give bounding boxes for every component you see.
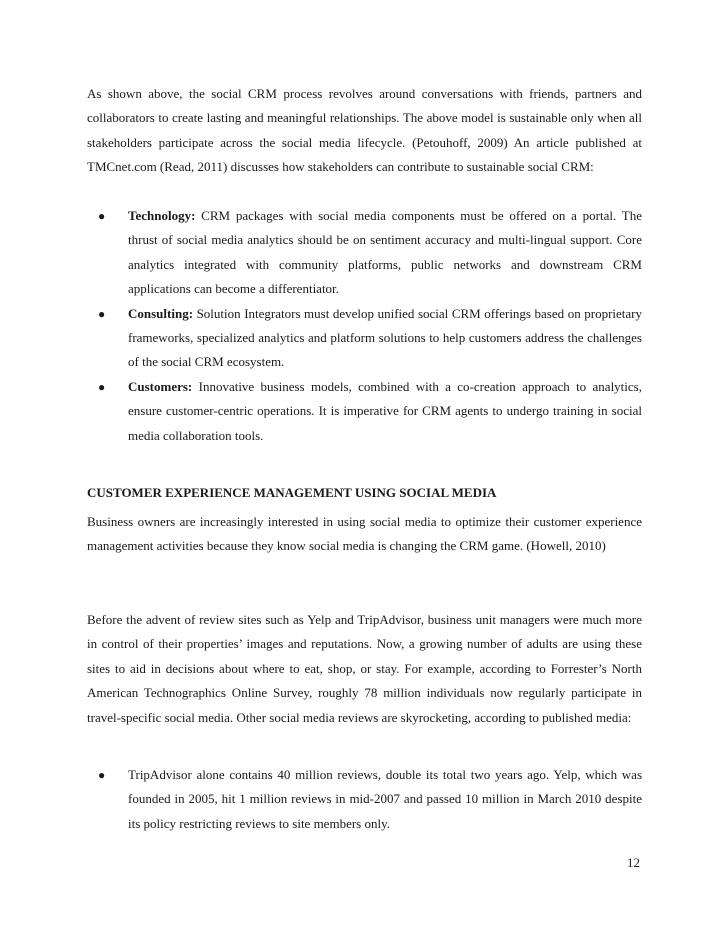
list-item [87,375,642,448]
bullet-text: CRM packages with social media components must be offered on a portal. The thrust of social media analytics should be on sentiment accuracy and multi-lingual support. Core analytics integrated with community platforms, public networks and downstream CRM applications can become a differentiator. [128,208,642,297]
bullet-text: TripAdvisor alone contains 40 million reviews, double its total two years ago. Yelp, which was founded in 2005, hit 1 million reviews in mid-2007 and passed 10 million in March 2010 despite its policy restricting reviews to site members only. [128,767,642,831]
bullet-lead: Technology: [128,208,196,223]
bullet-icon: ● [98,768,106,782]
bullet-lead: Customers: [128,378,193,394]
list-item [87,763,642,836]
review-bullet-list [87,763,642,836]
page-number: 12 [627,855,640,870]
bullet-icon: ● [98,209,106,223]
body-paragraph: Before the advent of review sites such as Yelp and TripAdvisor, business unit managers were much more in control of their properties’ images and reputations. Now, a growing number of adults are using these sites to aid in decisions about where to eat, shop, or stay. For example, according to Forrester’s North American Technographics Online Survey, roughly 78 million individuals now regularly participate in travel-specific social media. Other social media reviews are skyrocketing, according to published media: [87,612,642,725]
bullet-lead: Consulting: [128,305,194,321]
intro-paragraph: As shown above, the social CRM process revolves around conversations with friends, partners and collaborators to create lasting and meaningful relationships. The above model is sustainable only when all stakeholders participate across the social media lifecycle. (Petouhoff, 2009) An article published at TMCnet.com (Read, 2011) discusses how stakeholders can contribute to sustainable social CRM: [87,86,642,175]
list-item [87,204,642,302]
stakeholder-bullet-list [87,204,642,448]
bullet-icon: ● [98,379,106,394]
bullet-icon: ● [98,306,106,321]
section-heading: CUSTOMER EXPERIENCE MANAGEMENT USING SOCIAL MEDIA [87,485,497,500]
bullet-text: Solution Integrators must develop unified social CRM offerings based on proprietary frameworks, specialized analytics and platform solutions to help customers address the challenges of the social CRM ecosystem. [128,305,642,370]
list-item [87,302,642,375]
body-paragraph: Business owners are increasingly interested in using social media to optimize their customer experience management activities because they know social media is changing the CRM game. (Howell, 2010) [87,514,642,554]
bullet-text: Innovative business models, combined with a co-creation approach to analytics, ensure customer-centric operations. It is imperative for CRM agents to undergo training in social media collaboration tools. [128,378,642,443]
